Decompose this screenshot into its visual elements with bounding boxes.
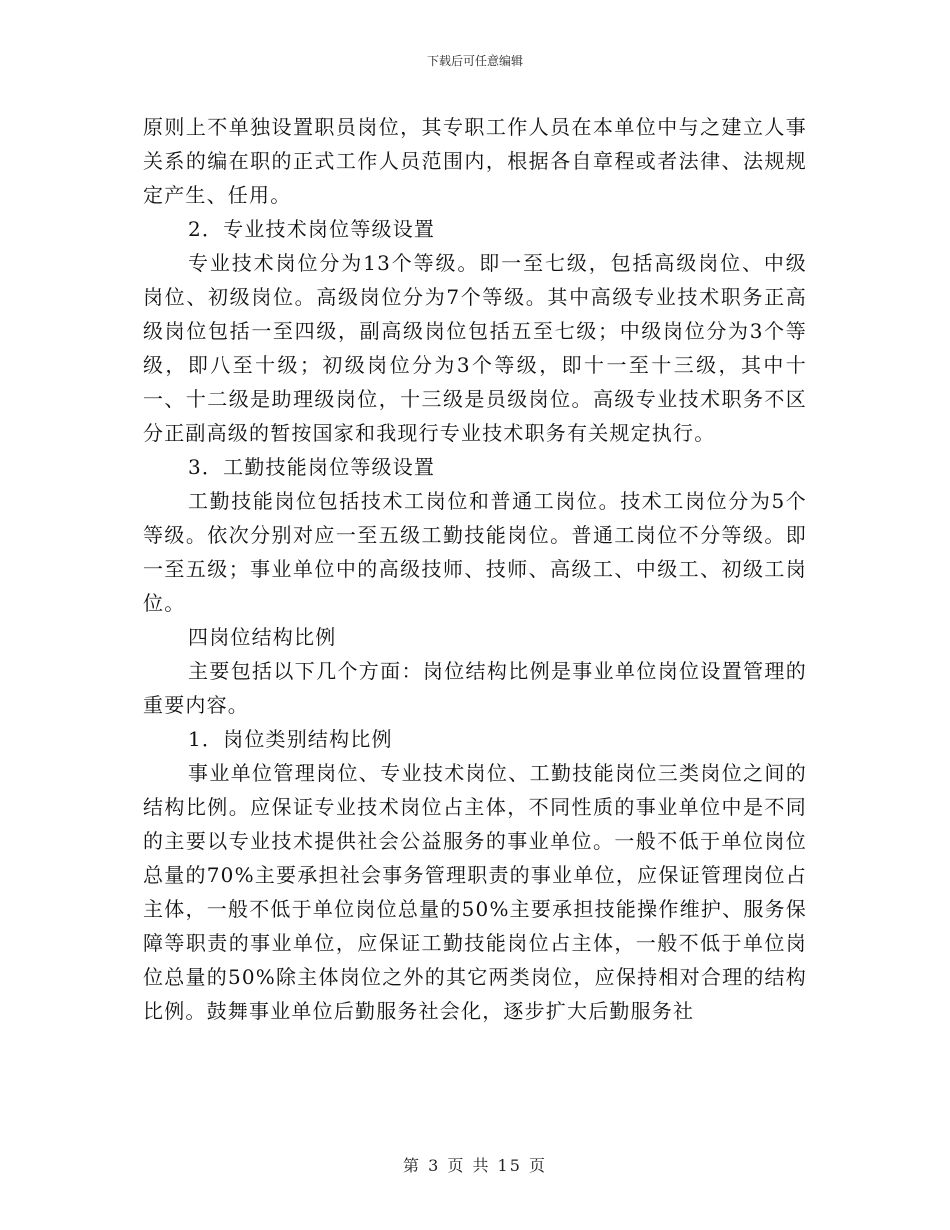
- document-body: [143, 110, 807, 1028]
- page-header: 下载后可任意编辑: [426, 54, 523, 68]
- section-heading-skilled-worker-levels: 3．工勤技能岗位等级设置: [188, 455, 436, 479]
- page-number: 第 3 页 共 15 页: [403, 1156, 547, 1175]
- paragraph-skilled-worker-levels: 工勤技能岗位包括技术工岗位和普通工岗位。技术工岗位分为5个等级。依次分别对应一至五级工勤技能岗位。普通工岗位不分等级。即一至五级；事业单位中的高级技师、技师、高级工、中级工、初级工岗位。: [143, 489, 807, 615]
- section-heading-technical-levels: 2．专业技术岗位等级设置: [188, 217, 436, 241]
- paragraph-category-ratio: 事业单位管理岗位、专业技术岗位、工勤技能岗位三类岗位之间的结构比例。应保证专业技术岗位占主体，不同性质的事业单位中是不同的主要以专业技术提供社会公益服务的事业单位。一般不低于单位岗位总量的70%主要承担社会事务管理职责的事业单位，应保证管理岗位占主体，一般不低于单位岗位总量的50%主要承担技能操作维护、服务保障等职责的事业单位，应保证工勤技能岗位占主体，一般不低于单位岗位总量的50%除主体岗位之外的其它两类岗位，应保持相对合理的结构比例。鼓舞事业单位后勤服务社会化，逐步扩大后勤服务社: [143, 761, 807, 1023]
- paragraph-structure-ratio-intro: 主要包括以下几个方面：岗位结构比例是事业单位岗位设置管理的重要内容。: [143, 659, 807, 717]
- paragraph-technical-levels: 专业技术岗位分为13个等级。即一至七级，包括高级岗位、中级岗位、初级岗位。高级岗位分为7个等级。其中高级专业技术职务正高级岗位包括一至四级，副高级岗位包括五至七级；中级岗位分为3个等级，即八至十级；初级岗位分为3个等级，即十一至十三级，其中十一、十二级是助理级岗位，十三级是员级岗位。高级专业技术职务不区分正副高级的暂按国家和我现行专业技术职务有关规定执行。: [143, 251, 807, 445]
- section-heading-structure-ratio: 四岗位结构比例: [188, 625, 337, 649]
- paragraph-staff-positions: 原则上不单独设置职员岗位，其专职工作人员在本单位中与之建立人事关系的编在职的正式工作人员范围内，根据各自章程或者法律、法规规定产生、任用。: [143, 115, 807, 207]
- section-heading-category-ratio: 1．岗位类别结构比例: [188, 727, 393, 751]
